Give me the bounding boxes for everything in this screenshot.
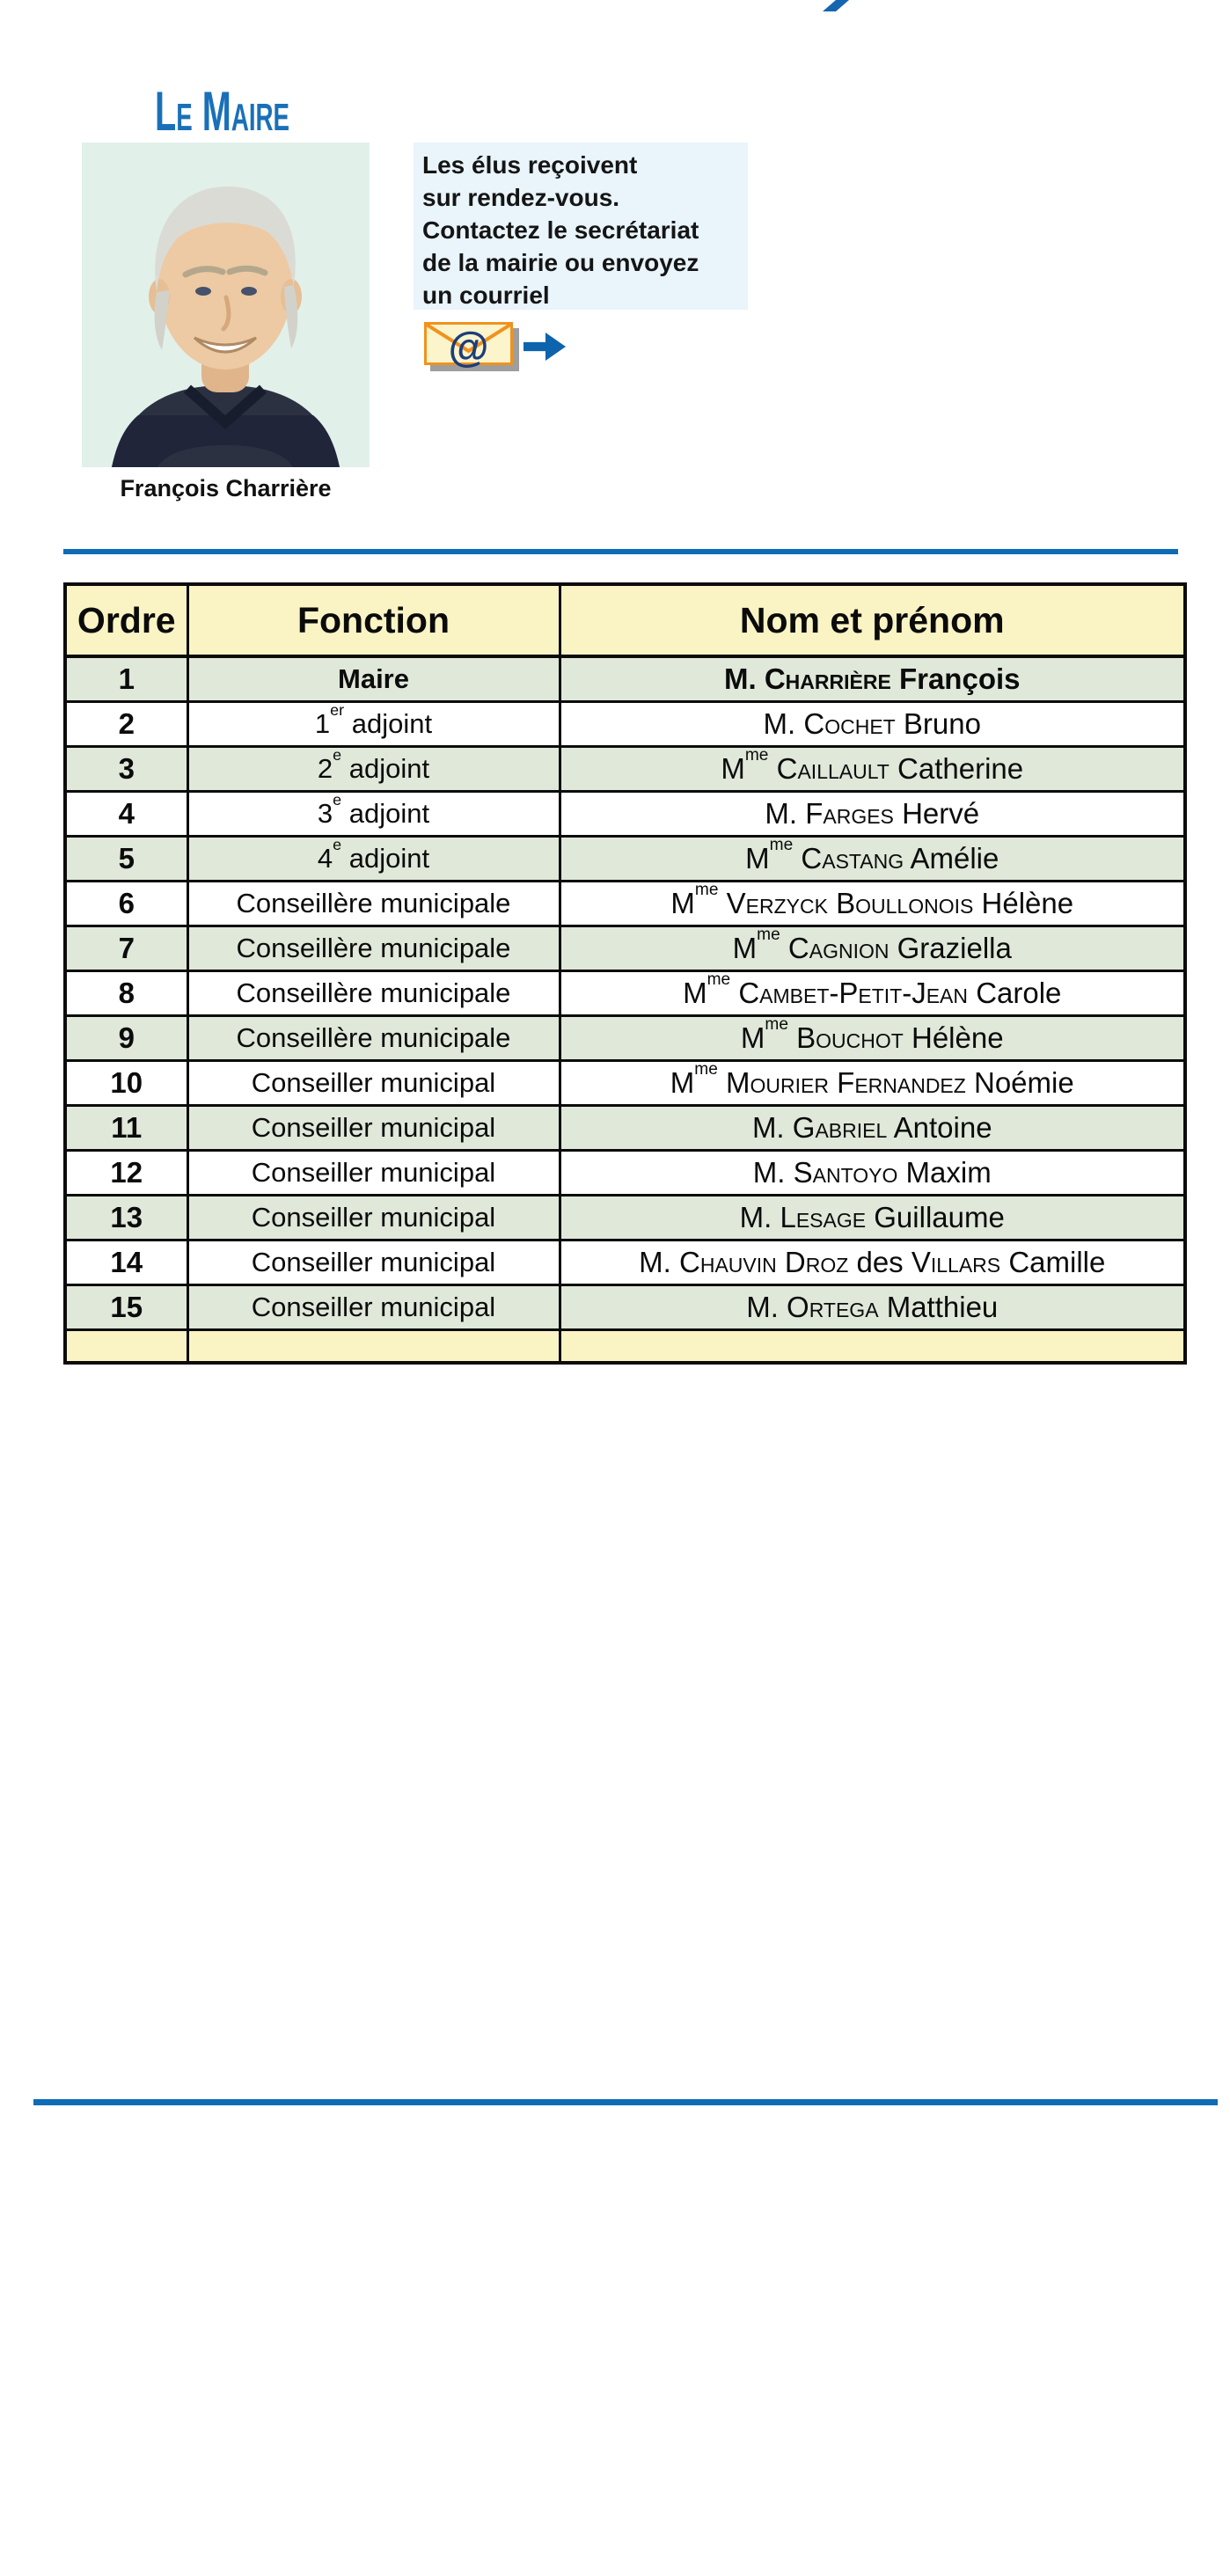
- info-line-3: Contactez le secrétariat: [422, 216, 699, 244]
- table-row: [65, 1195, 1185, 1240]
- nom-cell: M. Chauvin Droz des Villars Camille: [560, 1240, 1185, 1284]
- ordre-cell: 12: [65, 1150, 187, 1195]
- nom-cell: $M^{me}$ Bouchot Hélène: [560, 1015, 1185, 1060]
- mayor-portrait-illustration: [82, 143, 370, 467]
- ordre-cell: 15: [65, 1284, 187, 1329]
- fonction-cell: 3e adjoint: [187, 791, 560, 836]
- fonction-cell: 4e adjoint: [187, 836, 560, 881]
- nom-cell: $M^{me}$ Mourier Fernandez Noémie: [560, 1060, 1185, 1105]
- ordre-cell: 10: [65, 1060, 187, 1105]
- nom-cell: M. Farges Hervé: [560, 791, 1185, 836]
- info-line-5: un courriel: [422, 282, 550, 309]
- page-title: Le Maire: [155, 81, 290, 143]
- col-header-fonction: Fonction: [187, 584, 560, 656]
- ordre-cell: 9: [65, 1015, 187, 1060]
- nom-cell: M. Ortega Matthieu: [560, 1284, 1185, 1329]
- divider-top: [63, 549, 1178, 554]
- empty-row: [65, 1329, 1185, 1363]
- col-header-nom: Nom et prénom: [560, 584, 1185, 656]
- nom-cell: $M^{me}$ Cagnion Graziella: [560, 926, 1185, 970]
- email-link[interactable]: [424, 322, 574, 375]
- table-row: [65, 746, 1185, 791]
- nom-cell: M. Charrière François: [560, 656, 1185, 701]
- email-envelope-icon[interactable]: [424, 322, 513, 370]
- fonction-cell: Conseiller municipal: [187, 1150, 560, 1195]
- fonction-cell: Conseillère municipale: [187, 926, 560, 970]
- fonction-cell: 2e adjoint: [187, 746, 560, 791]
- nom-cell: $M^{me}$ Cambet-Petit-Jean Carole: [560, 970, 1185, 1015]
- info-line-1: Les élus reçoivent: [422, 151, 638, 179]
- mayor-photo-caption: François Charrière: [120, 475, 332, 501]
- info-line-4: de la mairie ou envoyez: [422, 249, 699, 276]
- ordre-cell: 1: [65, 656, 187, 701]
- table-row: [65, 926, 1185, 970]
- nom-cell: $M^{me}$ Verzyck Boullonois Hélène: [560, 881, 1185, 926]
- nom-cell: M. Lesage Guillaume: [560, 1195, 1185, 1240]
- fonction-cell: Conseillère municipale: [187, 1015, 560, 1060]
- table-row: [65, 1284, 1185, 1329]
- table-row: [65, 836, 1185, 881]
- at-sign-icon: @: [448, 323, 489, 370]
- ordre-cell: 5: [65, 836, 187, 881]
- fonction-cell: 1er adjoint: [187, 701, 560, 746]
- arrow-right-icon[interactable]: [523, 333, 566, 361]
- ordre-cell: 11: [65, 1105, 187, 1150]
- fonction-cell: Conseiller municipal: [187, 1240, 560, 1284]
- table-row: [65, 881, 1185, 926]
- fonction-cell: Conseillère municipale: [187, 970, 560, 1015]
- nom-cell: $M^{me}$ Caillault Catherine: [560, 746, 1185, 791]
- ordre-cell: 13: [65, 1195, 187, 1240]
- empty-cell: [187, 1329, 560, 1363]
- council-table-body: [65, 656, 1185, 1329]
- ordre-cell: 8: [65, 970, 187, 1015]
- table-row: [65, 791, 1185, 836]
- ordre-cell: 4: [65, 791, 187, 836]
- ordre-cell: 7: [65, 926, 187, 970]
- empty-cell: [560, 1329, 1185, 1363]
- appointment-info-box: [414, 143, 748, 310]
- fonction-cell: Conseiller municipal: [187, 1060, 560, 1105]
- nom-cell: M. Santoyo Maxim: [560, 1150, 1185, 1195]
- table-row: [65, 1105, 1185, 1150]
- table-row: [65, 1240, 1185, 1284]
- fonction-cell: Conseiller municipal: [187, 1284, 560, 1329]
- nom-cell: M. Gabriel Antoine: [560, 1105, 1185, 1150]
- empty-cell: [65, 1329, 187, 1363]
- table-row: [65, 970, 1185, 1015]
- council-table: [63, 582, 1187, 1365]
- table-row: [65, 656, 1185, 701]
- fonction-cell: Conseillère municipale: [187, 881, 560, 926]
- col-header-ordre: Ordre: [65, 584, 187, 656]
- council-table-header: [65, 584, 1185, 656]
- mayor-photo: [82, 143, 370, 467]
- page-edge-graphic-fragment: [823, 0, 849, 11]
- fonction-cell: Maire: [187, 656, 560, 701]
- table-row: [65, 1015, 1185, 1060]
- fonction-cell: Conseiller municipal: [187, 1105, 560, 1150]
- ordre-cell: 14: [65, 1240, 187, 1284]
- nom-cell: M. Cochet Bruno: [560, 701, 1185, 746]
- table-row: [65, 701, 1185, 746]
- divider-bottom: [33, 2099, 1218, 2105]
- ordre-cell: 2: [65, 701, 187, 746]
- ordre-cell: 3: [65, 746, 187, 791]
- nom-cell: $M^{me}$ Castang Amélie: [560, 836, 1185, 881]
- ordre-cell: 6: [65, 881, 187, 926]
- fonction-cell: Conseiller municipal: [187, 1195, 560, 1240]
- table-row: [65, 1150, 1185, 1195]
- table-row: [65, 1060, 1185, 1105]
- info-line-2: sur rendez-vous.: [422, 184, 620, 211]
